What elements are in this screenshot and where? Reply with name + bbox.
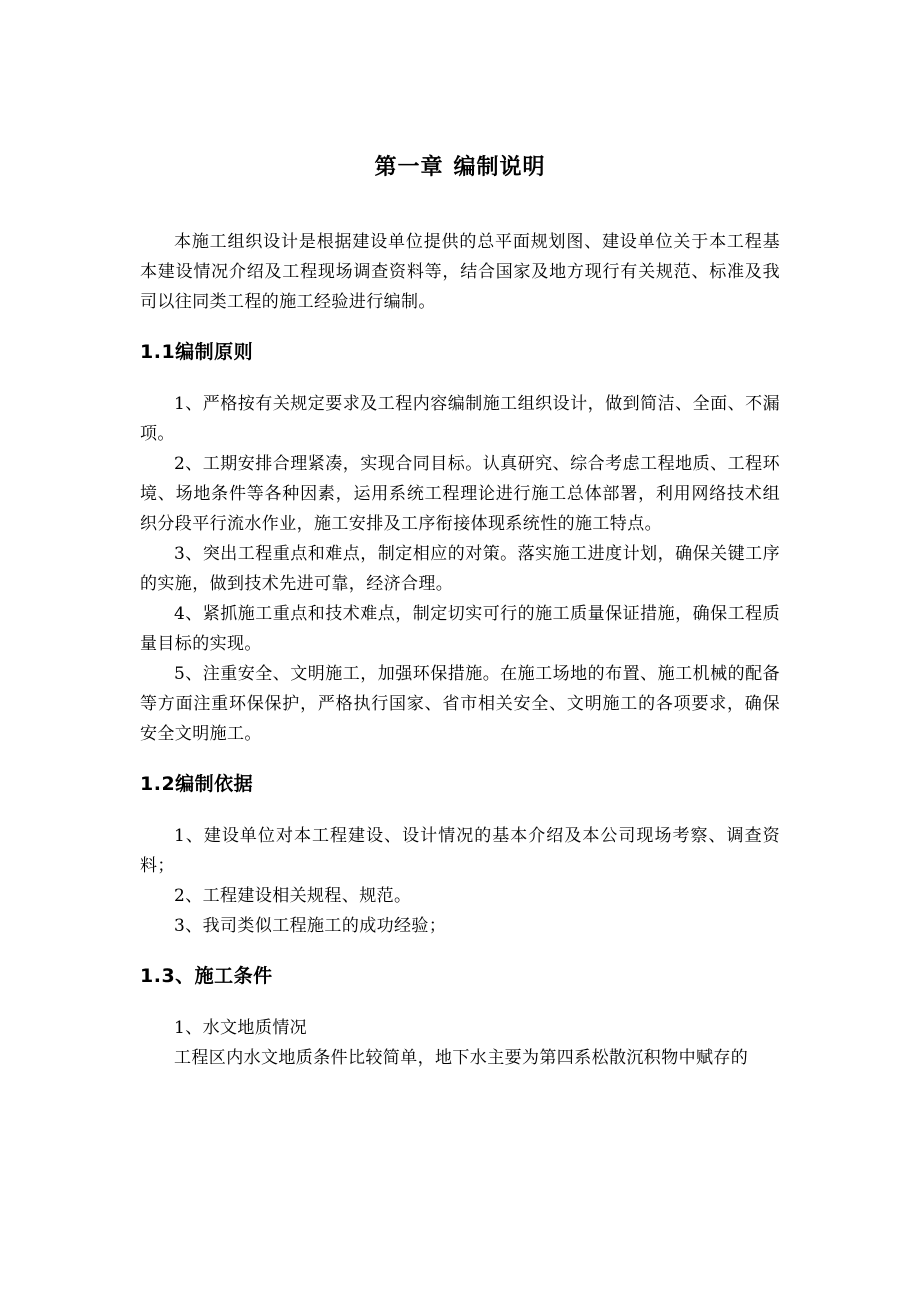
document-body — [140, 151, 780, 1073]
basis-paragraph-2: 2、工程建设相关规程、规范。 — [174, 886, 412, 906]
conditions-paragraph-1: 1、水文地质情况 — [174, 1018, 308, 1038]
basis-paragraph-3: 3、我司类似工程施工的成功经验； — [174, 916, 447, 936]
intro-paragraph: 本施工组织设计是根据建设单位提供的总平面规划图、建设单位关于本工程基本建设情况介绍及工程现场调查资料等，结合国家及地方现行有关规范、标准及我司以往同类工程的施工经验进行编制。 — [140, 232, 780, 312]
principle-paragraph-2: 2、工期安排合理紧凑，实现合同目标。认真研究、综合考虑工程地质、工程环境、场地条件等各种因素，运用系统工程理论进行施工总体部署，利用网络技术组织分段平行流水作业，施工安排及工序衔接体现系统性的施工特点。 — [140, 454, 780, 534]
chapter-title-text: 编制说明 — [453, 155, 546, 180]
principle-paragraph-1: 1、严格按有关规定要求及工程内容编制施工组织设计，做到简洁、全面、不漏项。 — [140, 394, 780, 444]
section-heading-1-2: 1.2编制依据 — [140, 773, 254, 795]
conditions-paragraph-2: 工程区内水文地质条件比较简单，地下水主要为第四系松散沉积物中赋存的 — [174, 1048, 749, 1068]
basis-paragraph-1: 1、建设单位对本工程建设、设计情况的基本介绍及本公司现场考察、调查资料； — [140, 826, 780, 876]
section-heading-1-3: 1.3、施工条件 — [140, 965, 273, 987]
principle-paragraph-3: 3、突出工程重点和难点，制定相应的对策。落实施工进度计划，确保关键工序的实施，做到技术先进可靠，经济合理。 — [140, 544, 780, 594]
principle-paragraph-4: 4、紧抓施工重点和技术难点，制定切实可行的施工质量保证措施，确保工程质量目标的实现。 — [140, 604, 780, 654]
chapter-number: 第一章 — [374, 155, 444, 180]
principle-paragraph-5: 5、注重安全、文明施工，加强环保措施。在施工场地的布置、施工机械的配备等方面注重环保保护，严格执行国家、省市相关安全、文明施工的各项要求，确保安全文明施工。 — [140, 664, 780, 744]
chapter-title — [140, 151, 780, 185]
section-heading-1-1: 1.1编制原则 — [140, 341, 254, 363]
